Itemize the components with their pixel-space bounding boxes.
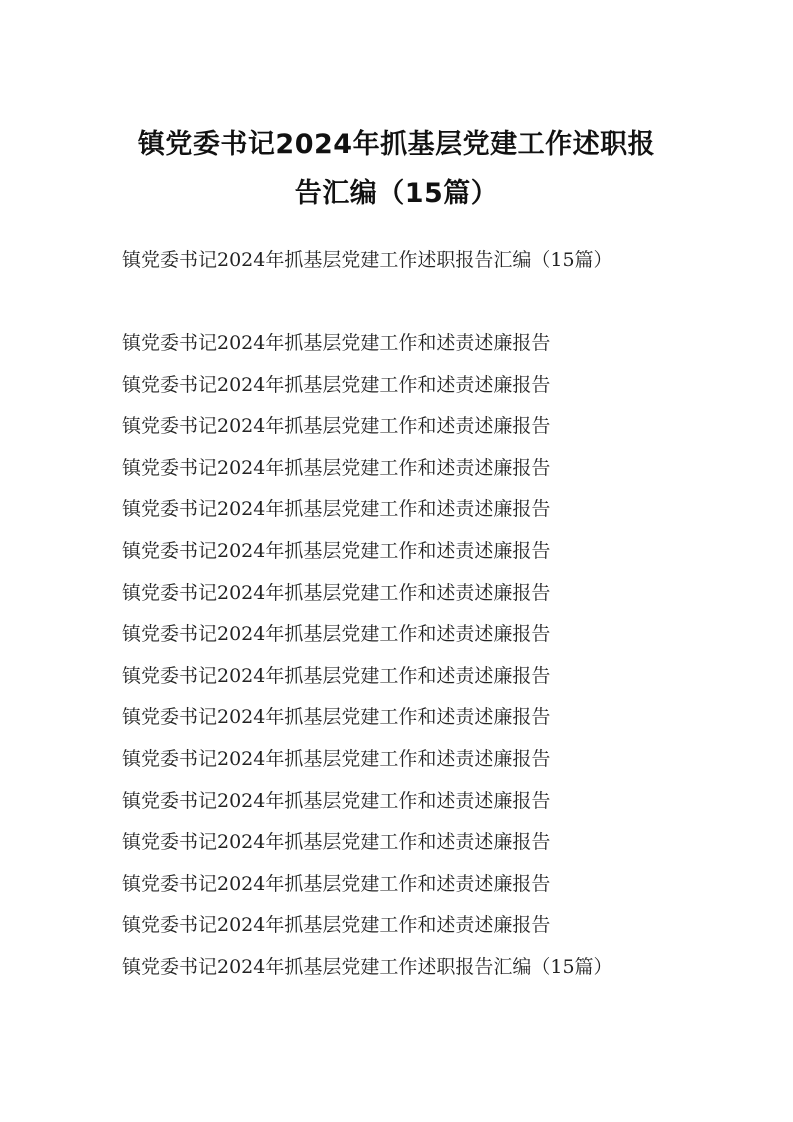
toc-item[interactable]: 镇党委书记2024年抓基层党建工作和述责述廉报告: [122, 623, 551, 646]
toc-item[interactable]: 镇党委书记2024年抓基层党建工作和述责述廉报告: [122, 831, 551, 854]
toc-item[interactable]: 镇党委书记2024年抓基层党建工作和述责述廉报告: [122, 581, 551, 604]
toc-item[interactable]: 镇党委书记2024年抓基层党建工作述职报告汇编（15篇）: [122, 955, 613, 978]
toc-item[interactable]: 镇党委书记2024年抓基层党建工作和述责述廉报告: [122, 664, 551, 687]
document-title-line-1: 镇党委书记2024年抓基层党建工作述职报: [137, 129, 656, 160]
toc-item[interactable]: 镇党委书记2024年抓基层党建工作和述责述廉报告: [122, 539, 551, 562]
toc-item[interactable]: 镇党委书记2024年抓基层党建工作和述责述廉报告: [122, 456, 551, 479]
toc-item[interactable]: 镇党委书记2024年抓基层党建工作和述责述廉报告: [122, 415, 551, 438]
toc-item[interactable]: 镇党委书记2024年抓基层党建工作和述责述廉报告: [122, 332, 551, 354]
document-title-line-2: 告汇编（15篇）: [294, 178, 499, 209]
toc-item[interactable]: 镇党委书记2024年抓基层党建工作和述责述廉报告: [122, 706, 551, 729]
toc-item[interactable]: 镇党委书记2024年抓基层党建工作和述责述廉报告: [122, 747, 551, 770]
toc-item[interactable]: 镇党委书记2024年抓基层党建工作和述责述廉报告: [122, 373, 551, 396]
toc-item[interactable]: 镇党委书记2024年抓基层党建工作和述责述廉报告: [122, 914, 551, 937]
table-of-contents: [122, 327, 722, 993]
toc-item[interactable]: 镇党委书记2024年抓基层党建工作和述责述廉报告: [122, 789, 551, 812]
toc-item[interactable]: 镇党委书记2024年抓基层党建工作和述责述廉报告: [122, 872, 551, 895]
document-subtitle: 镇党委书记2024年抓基层党建工作述职报告汇编（15篇）: [122, 249, 613, 271]
toc-item[interactable]: 镇党委书记2024年抓基层党建工作和述责述廉报告: [122, 498, 551, 521]
